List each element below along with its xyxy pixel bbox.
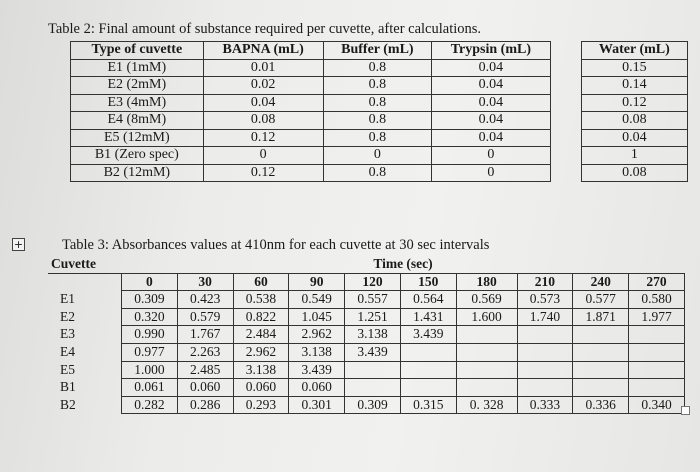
table3-cuvette-label: B2 xyxy=(48,396,122,414)
table3-time-header: Time (sec) xyxy=(122,256,685,273)
table3-row xyxy=(48,361,685,379)
table3-cell xyxy=(573,379,629,397)
table2-cell: 0.08 xyxy=(581,112,687,130)
table3-cell xyxy=(456,361,517,379)
table2-row xyxy=(71,94,688,112)
table3-cell xyxy=(400,361,456,379)
table3-absorbances xyxy=(48,256,685,414)
table2-header-cell: Buffer (mL) xyxy=(323,42,431,60)
table3-cell xyxy=(629,326,685,344)
table3-cell: 1.431 xyxy=(400,308,456,326)
table3-row xyxy=(48,291,685,309)
table3-cell xyxy=(517,379,573,397)
table3-cell: 0.579 xyxy=(177,308,233,326)
table2-cell: E5 (12mM) xyxy=(71,129,204,147)
table2-cell: 0.12 xyxy=(581,94,687,112)
table2-cell: 0.12 xyxy=(203,129,323,147)
table3-cell: 3.138 xyxy=(289,343,345,361)
table3-time-cell: 0 xyxy=(122,273,178,291)
table2-header-cell: BAPNA (mL) xyxy=(203,42,323,60)
table3-cell: 0.315 xyxy=(400,396,456,414)
table2-caption: Table 2: Final amount of substance required per cuvette, after calculations. xyxy=(48,21,482,37)
table2-cell: 0.12 xyxy=(203,164,323,182)
table3-time-row xyxy=(48,273,685,291)
table2-cell: 0.14 xyxy=(581,77,687,95)
table3-cell: 1.977 xyxy=(629,308,685,326)
table3-cell: 0.538 xyxy=(233,291,289,309)
table3-cell: 1.045 xyxy=(289,308,345,326)
table2-cell: 0.02 xyxy=(203,77,323,95)
table2-cell: 0.01 xyxy=(203,59,323,77)
table3-header-row xyxy=(48,256,685,273)
table2-cell: 0 xyxy=(432,164,551,182)
table2-cell xyxy=(550,164,581,182)
table2-cell: B1 (Zero spec) xyxy=(71,147,204,165)
table2-cell: 0.8 xyxy=(323,77,431,95)
table2-cell: 0.04 xyxy=(432,129,551,147)
table3-cell: 0.549 xyxy=(289,291,345,309)
table3-cell xyxy=(400,379,456,397)
table2-row xyxy=(71,77,688,95)
table3-cell xyxy=(573,361,629,379)
table3-cell xyxy=(573,343,629,361)
table3-cell: 0.423 xyxy=(177,291,233,309)
table3-cell: 0.309 xyxy=(122,291,178,309)
table3-cell: 3.138 xyxy=(233,361,289,379)
table3-cell: 0.333 xyxy=(517,396,573,414)
table3-cuvette-label: E5 xyxy=(48,361,122,379)
table2-header-cell: Water (mL) xyxy=(581,42,687,60)
table3-cell xyxy=(517,326,573,344)
table2-cell: 0 xyxy=(432,147,551,165)
table3-cell: 0.336 xyxy=(573,396,629,414)
table-resize-handle[interactable] xyxy=(681,406,690,415)
table3-cell: 3.439 xyxy=(400,326,456,344)
table3-cell: 0.340 xyxy=(629,396,685,414)
table2-cell xyxy=(550,94,581,112)
table2-cell: E2 (2mM) xyxy=(71,77,204,95)
table2-cell: 0.8 xyxy=(323,129,431,147)
table2-row xyxy=(71,129,688,147)
table2-row xyxy=(71,147,688,165)
table2-header-cell: Trypsin (mL) xyxy=(432,42,551,60)
table3-cell: 1.871 xyxy=(573,308,629,326)
table3-cell: 0.564 xyxy=(400,291,456,309)
table3-cell: 2.962 xyxy=(233,343,289,361)
table3-cell xyxy=(456,326,517,344)
table3-cuvette-label: E1 xyxy=(48,291,122,309)
table3-cell xyxy=(629,379,685,397)
add-table-icon[interactable]: + xyxy=(13,238,24,251)
table3-cell: 3.439 xyxy=(345,343,401,361)
table2-header-row xyxy=(71,42,688,60)
table2-cell: 0.08 xyxy=(581,164,687,182)
table3-cell: 0.286 xyxy=(177,396,233,414)
table3-time-cell: 60 xyxy=(233,273,289,291)
table3-cuvette-label: E2 xyxy=(48,308,122,326)
table2-cell: 0.08 xyxy=(203,112,323,130)
table3-cell: 0.580 xyxy=(629,291,685,309)
table3-cell: 1.000 xyxy=(122,361,178,379)
table2-cell: 0.8 xyxy=(323,94,431,112)
table3-cell xyxy=(629,361,685,379)
table2-cell: 0.04 xyxy=(432,59,551,77)
table3-cell: 0.822 xyxy=(233,308,289,326)
table3-cuvette-label: E4 xyxy=(48,343,122,361)
table2-substance-amounts xyxy=(70,41,688,182)
table2-cell: 0.04 xyxy=(581,129,687,147)
table2-row xyxy=(71,112,688,130)
table3-time-cell: 120 xyxy=(345,273,401,291)
table3-row xyxy=(48,343,685,361)
table3-cell xyxy=(345,379,401,397)
table2-cell: B2 (12mM) xyxy=(71,164,204,182)
table2-row xyxy=(71,164,688,182)
table2-cell xyxy=(550,129,581,147)
table2-cell: 0.8 xyxy=(323,164,431,182)
table2-row xyxy=(71,59,688,77)
table2-cell: 0.04 xyxy=(203,94,323,112)
table3-time-cell: 210 xyxy=(517,273,573,291)
table3-cell: 2.484 xyxy=(233,326,289,344)
table2-cell: 0.04 xyxy=(432,77,551,95)
table2-cell xyxy=(550,77,581,95)
table3-cell: 0.282 xyxy=(122,396,178,414)
table2-cell: 1 xyxy=(581,147,687,165)
table2-cell: E3 (4mM) xyxy=(71,94,204,112)
table3-cell: 0.060 xyxy=(289,379,345,397)
table3-time-cell: 270 xyxy=(629,273,685,291)
table3-cell xyxy=(629,343,685,361)
table3-cell: 0.569 xyxy=(456,291,517,309)
table3-cell: 1.740 xyxy=(517,308,573,326)
table3-cell xyxy=(456,343,517,361)
table3-cell: 0.557 xyxy=(345,291,401,309)
table3-cell xyxy=(400,343,456,361)
table3-cell: 0. 328 xyxy=(456,396,517,414)
table3-cell: 2.263 xyxy=(177,343,233,361)
table3-cell: 2.962 xyxy=(289,326,345,344)
table2-cell: 0.04 xyxy=(432,112,551,130)
table2-cell xyxy=(550,112,581,130)
table3-cell: 0.061 xyxy=(122,379,178,397)
table2-cell: 0.15 xyxy=(581,59,687,77)
table2-header-cell xyxy=(550,42,581,60)
table3-cell: 1.600 xyxy=(456,308,517,326)
table3-cell: 0.301 xyxy=(289,396,345,414)
table3-cell: 0.320 xyxy=(122,308,178,326)
table3-cell: 0.573 xyxy=(517,291,573,309)
table3-cell: 0.060 xyxy=(233,379,289,397)
table2-cell: E1 (1mM) xyxy=(71,59,204,77)
table3-cell: 0.977 xyxy=(122,343,178,361)
table3-time-cell: 240 xyxy=(573,273,629,291)
table3-cell: 1.767 xyxy=(177,326,233,344)
table3-cell: 1.251 xyxy=(345,308,401,326)
table3-row xyxy=(48,326,685,344)
table3-cell xyxy=(517,361,573,379)
table3-time-cell: 90 xyxy=(289,273,345,291)
table3-cell: 2.485 xyxy=(177,361,233,379)
table3-cell xyxy=(573,326,629,344)
table3-corner-cell xyxy=(48,273,122,291)
table2-cell: 0 xyxy=(323,147,431,165)
table3-cell: 0.577 xyxy=(573,291,629,309)
table3-cell: 0.990 xyxy=(122,326,178,344)
table3-cell xyxy=(345,361,401,379)
table3-row xyxy=(48,396,685,414)
table3-cell xyxy=(517,343,573,361)
table3-cell: 3.138 xyxy=(345,326,401,344)
table3-cuvette-header: Cuvette xyxy=(48,256,122,273)
table3-time-cell: 150 xyxy=(400,273,456,291)
table3-cell: 0.309 xyxy=(345,396,401,414)
table2-cell xyxy=(550,147,581,165)
table3-cuvette-label: B1 xyxy=(48,379,122,397)
table2-cell: 0 xyxy=(203,147,323,165)
table3-cell: 0.060 xyxy=(177,379,233,397)
table3-row xyxy=(48,379,685,397)
table3-cuvette-label: E3 xyxy=(48,326,122,344)
table3-time-cell: 30 xyxy=(177,273,233,291)
table2-cell: 0.8 xyxy=(323,59,431,77)
table3-time-cell: 180 xyxy=(456,273,517,291)
table2-cell: E4 (8mM) xyxy=(71,112,204,130)
table3-cell xyxy=(456,379,517,397)
table3-cell: 3.439 xyxy=(289,361,345,379)
table3-cell: 0.293 xyxy=(233,396,289,414)
table2-cell: 0.04 xyxy=(432,94,551,112)
table2-cell xyxy=(550,59,581,77)
table2-header-cell: Type of cuvette xyxy=(71,42,204,60)
table3-row xyxy=(48,308,685,326)
table2-cell: 0.8 xyxy=(323,112,431,130)
table3-caption: Table 3: Absorbances values at 410nm for each cuvette at 30 sec intervals xyxy=(62,237,490,253)
